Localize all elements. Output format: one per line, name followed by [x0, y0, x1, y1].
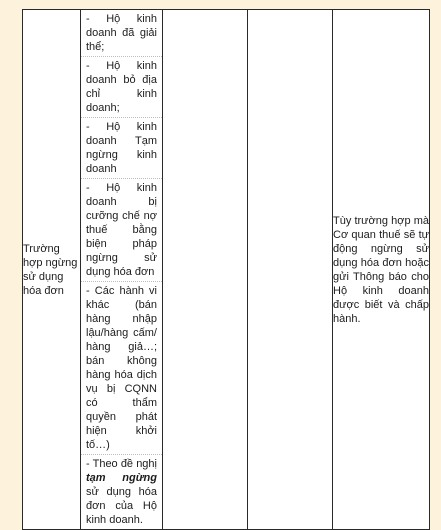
note-cell: [333, 10, 430, 530]
case-label-cell: [23, 10, 81, 530]
invoice-suspension-table: [22, 9, 430, 530]
table-row: [23, 10, 430, 530]
case-label: Trường hợp ngừng sử dụng hóa đơn: [23, 242, 78, 297]
note-text: Tùy trường hợp mà Cơ quan thuế sẽ tự động ngừng sử dụng hóa đơn hoặc gửi Thông báo cho Hộ kinh doanh được biết và chấp hành.: [333, 214, 429, 325]
list-item-suffix: sử dụng hóa đơn của Hộ kinh doanh.: [86, 486, 157, 526]
list-item: - Hộ kinh doanh Tạm ngừng kinh doanh: [81, 118, 162, 179]
list-item: [81, 455, 162, 529]
list-item-emphasis: tạm ngừng: [86, 472, 157, 484]
list-item-prefix: - Theo đề nghị: [86, 458, 157, 470]
empty-cell-column-3: [163, 10, 248, 530]
list-item: - Các hành vi khác (bán hàng nhập lậu/hàng cấm/ hàng giả…; bán không hàng hóa dịch vụ bị CQNN có thẩm quyền phát hiện khởi tố…): [81, 282, 162, 455]
empty-cell-column-4: [248, 10, 333, 530]
list-item: - Hộ kinh doanh bỏ địa chỉ kinh doanh;: [81, 57, 162, 118]
list-item: - Hộ kinh doanh bị cưỡng chế nợ thuế bằng biện pháp ngừng sử dụng hóa đơn: [81, 179, 162, 282]
case-list-cell: [81, 10, 163, 530]
list-item: - Hộ kinh doanh đã giải thể;: [81, 10, 162, 57]
